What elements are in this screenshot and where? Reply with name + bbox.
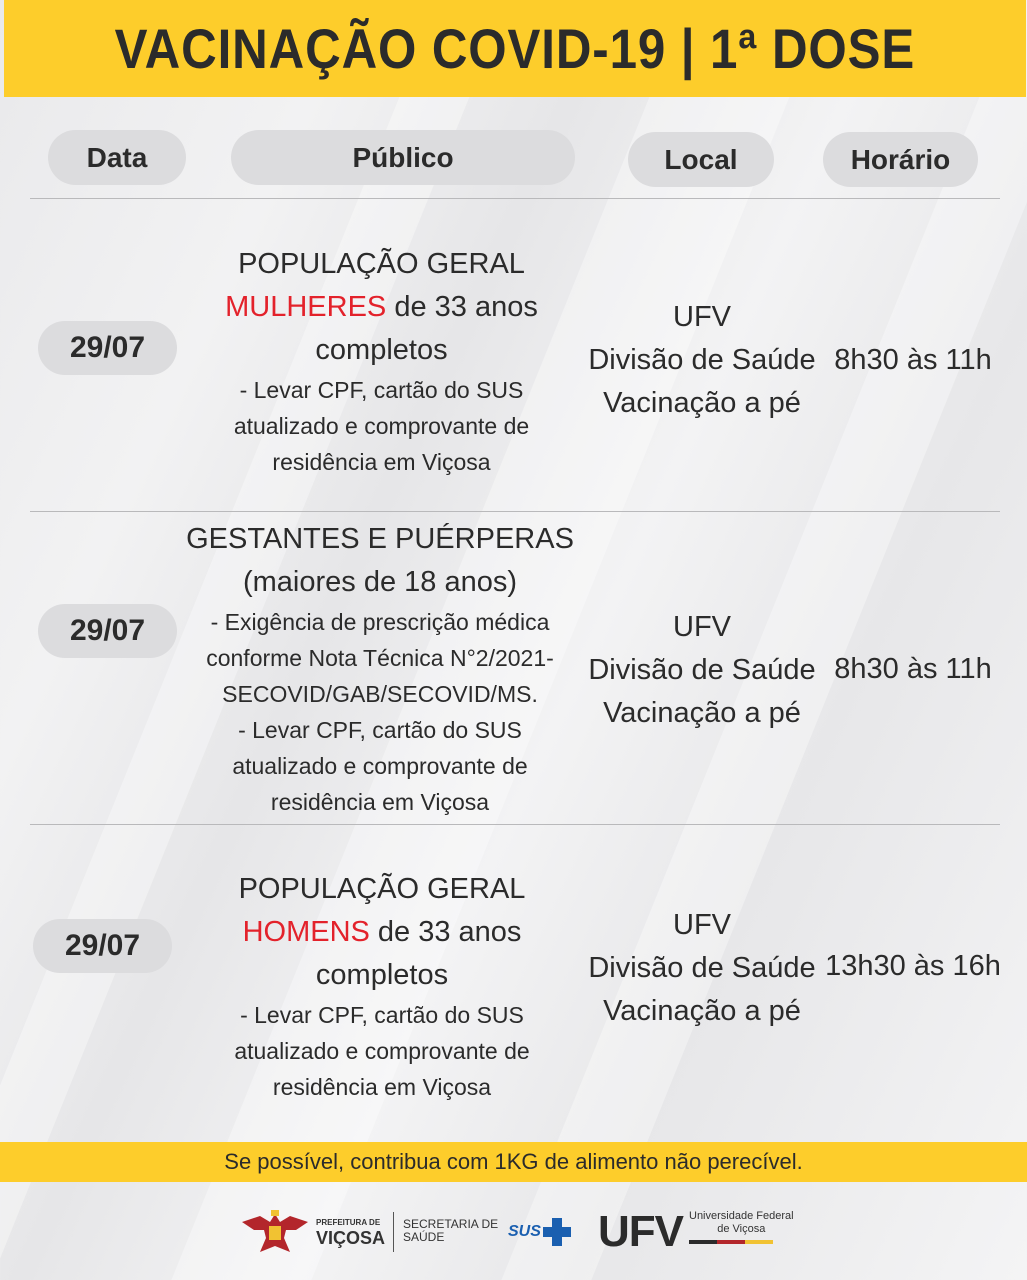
audience-note: residência em Viçosa: [270, 789, 490, 815]
location-line: UFV: [673, 301, 731, 333]
column-header-horario: Horário: [823, 132, 978, 187]
logo-strip: [0, 1200, 1027, 1270]
location: [582, 606, 822, 735]
time-range: 8h30 às 11h: [834, 653, 992, 685]
eagle-crest-icon: [240, 1208, 310, 1258]
audience-note: - Levar CPF, cartão do SUS: [239, 377, 524, 403]
sus-logo: SUS: [508, 1216, 573, 1248]
audience-description: [180, 518, 580, 820]
audience-note: residência em Viçosa: [272, 449, 491, 475]
time-range: 8h30 às 11h: [834, 344, 992, 376]
audience-note: atualizado e comprovante de: [233, 413, 530, 439]
row-divider: [30, 511, 1000, 512]
audience-note: atualizado e comprovante de: [232, 753, 528, 779]
logo-separator: [393, 1212, 394, 1252]
column-header-local: Local: [628, 132, 774, 187]
audience-note: atualizado e comprovante de: [234, 1038, 530, 1064]
vicosa-label: VIÇOSA: [316, 1228, 386, 1248]
location-line: Vacinação a pé: [603, 995, 801, 1027]
audience-note: - Levar CPF, cartão do SUS: [240, 1002, 524, 1028]
date-badge: 29/07: [38, 321, 177, 375]
location-line: Vacinação a pé: [603, 697, 801, 729]
audience-title: POPULAÇÃO GERAL: [238, 248, 525, 280]
location-line: Divisão de Saúde: [588, 952, 816, 984]
date-badge: 29/07: [38, 604, 177, 658]
location-line: UFV: [673, 909, 731, 941]
prefeitura-label: PREFEITURA DE: [316, 1218, 381, 1227]
audience-note: - Levar CPF, cartão do SUS: [238, 717, 522, 743]
audience-subtitle: HOMENS de 33 anos completos: [242, 916, 522, 991]
row-divider: [30, 824, 1000, 825]
location-line: Divisão de Saúde: [588, 344, 816, 376]
audience-subtitle-cont: completos: [315, 334, 448, 366]
donation-banner: Se possível, contribua com 1KG de alimento não perecível.: [0, 1142, 1027, 1182]
secretaria-logo: SECRETARIA DE SAÚDE: [403, 1217, 499, 1244]
prefeitura-logo: [240, 1208, 385, 1258]
location: [582, 296, 822, 425]
audience-description: [175, 868, 589, 1105]
column-header-data: Data: [48, 130, 186, 185]
audience-title: GESTANTES E PUÉRPERAS: [186, 523, 574, 555]
audience-subtitle: MULHERES de 33 anos: [225, 291, 538, 323]
location: [582, 904, 822, 1033]
time-range: 13h30 às 16h: [825, 950, 1001, 982]
location-line: Divisão de Saúde: [588, 654, 816, 686]
ufv-logo: UFV Universidade Federal de Viçosa: [598, 1207, 794, 1256]
audience-description: [180, 243, 583, 480]
column-header-publico: Público: [231, 130, 575, 185]
audience-highlight: HOMENS: [242, 916, 370, 948]
date-badge: 29/07: [33, 919, 172, 973]
cross-icon: [541, 1216, 573, 1248]
audience-highlight: MULHERES: [225, 291, 387, 323]
row-divider: [30, 198, 1000, 199]
audience-note: - Exigência de prescrição médica: [210, 609, 550, 635]
ufv-color-bars: [689, 1240, 794, 1244]
audience-subtitle: (maiores de 18 anos): [242, 566, 518, 598]
page-title: VACINAÇÃO COVID-19 | 1ª DOSE: [114, 17, 916, 80]
audience-note: residência em Viçosa: [272, 1074, 492, 1100]
audience-title: POPULAÇÃO GERAL: [238, 873, 526, 905]
header-bar: [4, 0, 1026, 97]
location-line: Vacinação a pé: [603, 387, 801, 419]
audience-note: conforme Nota Técnica N°2/2021-: [206, 645, 554, 671]
location-line: UFV: [673, 611, 731, 643]
audience-note: SECOVID/GAB/SECOVID/MS.: [222, 681, 538, 707]
